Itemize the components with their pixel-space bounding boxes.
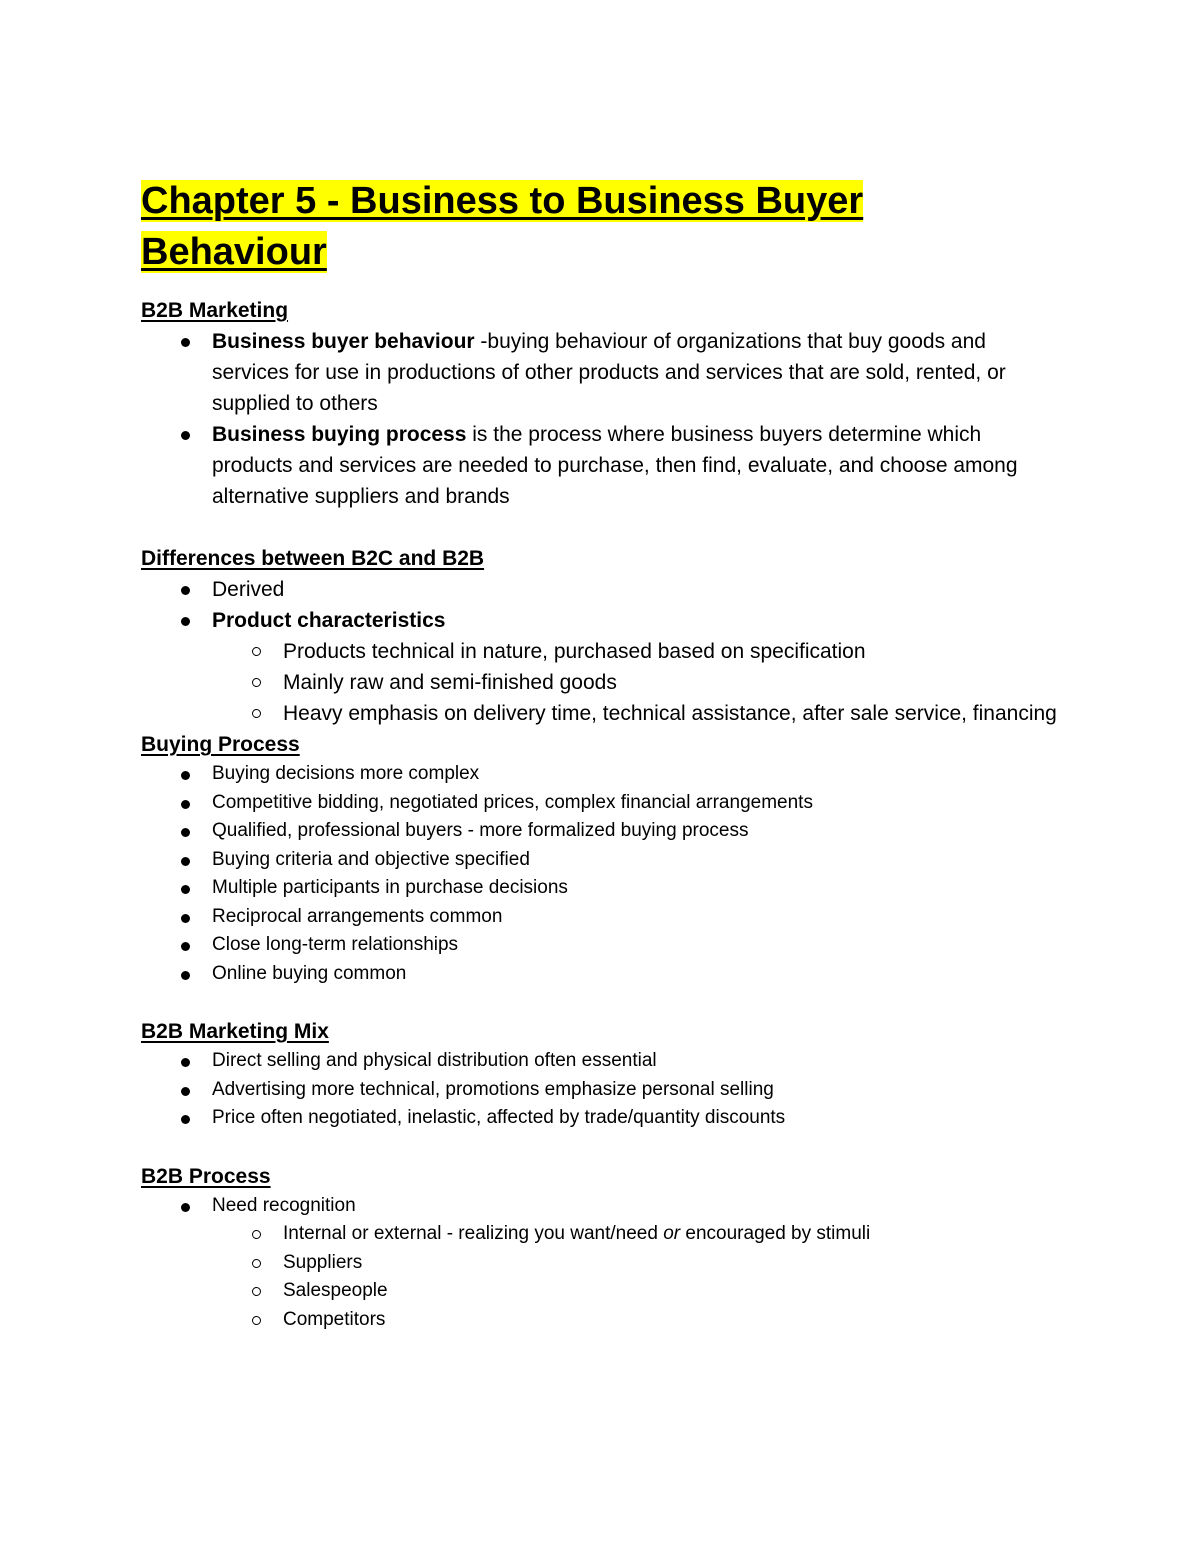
section-heading: B2B Marketing [141, 299, 289, 322]
list-item: Derived [212, 574, 1061, 605]
sub-list-item: Products technical in nature, purchased based on specification [283, 636, 1061, 667]
definition-text: -buying behaviour of organizations that buy goods and services for use in productions of other products and services that are sold, rented, or supplied to others [212, 330, 1006, 415]
sub-list-item [283, 1220, 1061, 1249]
term-label: Business buyer behaviour [212, 330, 475, 353]
list-item: Advertising more technical, promotions emphasize personal selling [212, 1076, 1061, 1105]
list-item: Close long-term relationships [212, 931, 1061, 960]
list-item: Reciprocal arrangements common [212, 903, 1061, 932]
list-item-label: Product characteristics [212, 609, 446, 632]
list-item: Buying criteria and objective specified [212, 846, 1061, 875]
sub-item-text: encouraged by stimuli [680, 1223, 871, 1244]
sub-bullet-list [212, 1220, 1061, 1334]
section-buying-process [141, 729, 1061, 988]
document-content [141, 176, 1061, 1334]
section-heading: B2B Marketing Mix [141, 1020, 329, 1043]
list-item [212, 1192, 1061, 1335]
section-heading: Differences between B2C and B2B [141, 547, 485, 570]
section-b2b-marketing [141, 295, 1061, 512]
list-item [212, 419, 1061, 512]
section-heading: Buying Process [141, 733, 300, 756]
emphasis-text: or [663, 1223, 681, 1244]
list-item: Competitive bidding, negotiated prices, complex financial arrangements [212, 789, 1061, 818]
sub-list-item: Salespeople [283, 1277, 1061, 1306]
bullet-list [141, 760, 1061, 988]
list-item: Buying decisions more complex [212, 760, 1061, 789]
bullet-list [141, 1192, 1061, 1335]
section-differences [141, 543, 1061, 729]
term-label: Business buying process [212, 423, 467, 446]
sub-list-item: Mainly raw and semi-finished goods [283, 667, 1061, 698]
sub-bullet-list [212, 636, 1061, 729]
title-line-1: Chapter 5 - Business to Business Buyer [141, 180, 864, 222]
list-item-label: Need recognition [212, 1194, 356, 1216]
bullet-list [141, 326, 1061, 512]
sub-list-item: Heavy emphasis on delivery time, technical assistance, after sale service, financing [283, 698, 1061, 729]
title-line-2: Behaviour [141, 231, 327, 273]
list-item [212, 605, 1061, 729]
list-item: Price often negotiated, inelastic, affected by trade/quantity discounts [212, 1104, 1061, 1133]
chapter-title [141, 176, 1061, 278]
definition-text: is the process where business buyers determine which products and services are needed to purchase, then find, evaluate, and choose among alternative suppliers and brands [212, 423, 1018, 508]
list-item: Multiple participants in purchase decisions [212, 874, 1061, 903]
list-item: Direct selling and physical distribution often essential [212, 1047, 1061, 1076]
sub-list-item: Suppliers [283, 1249, 1061, 1278]
section-b2b-process [141, 1161, 1061, 1335]
list-item: Online buying common [212, 960, 1061, 989]
list-item [212, 326, 1061, 419]
bullet-list [141, 1047, 1061, 1133]
sub-item-text: Internal or external - realizing you want/need [283, 1223, 664, 1244]
section-heading: B2B Process [141, 1164, 271, 1188]
bullet-list [141, 574, 1061, 729]
list-item: Qualified, professional buyers - more formalized buying process [212, 817, 1061, 846]
sub-list-item: Competitors [283, 1306, 1061, 1335]
section-marketing-mix [141, 1016, 1061, 1133]
